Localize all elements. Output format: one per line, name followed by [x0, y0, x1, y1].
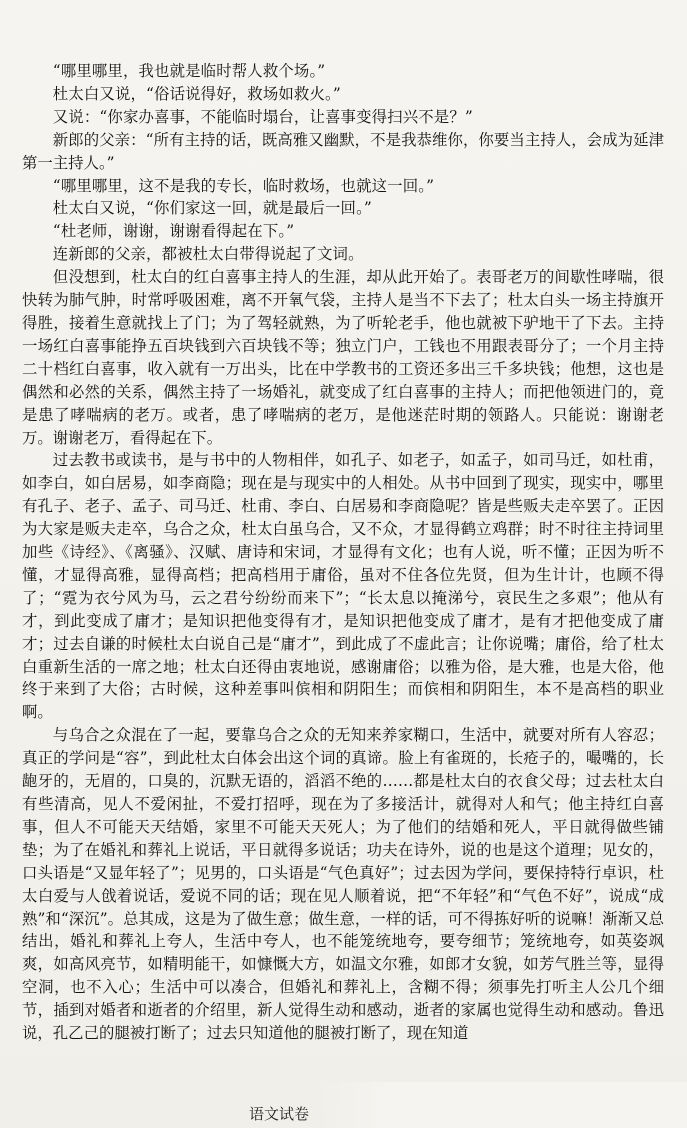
page-footer-label: 语文试卷	[249, 1105, 310, 1123]
paragraph: 但没想到，杜太白的红白喜事主持人的生涯，却从此开始了。表哥老万的间歇性哮喘，很快转为肺气肿，时常呼吸困难，离不开氧气袋，主持人是当不下去了；杜太白头一场主持旗开得胜，接着生意就找上了门；为了驾轻就熟，为了听轮老手，他也就被下驴地干了下去。主持一场红白喜事能挣五百块钱到六百块钱不等；独立门户，工钱也不用跟表哥分了；一个月主持二十档红白喜事，收入就有一万出头，比在中学教书的工资还多出三千多块钱；他想，这也是偶然和必然的关系，偶然主持了一场婚礼，就变成了红白喜事的主持人；而把他领进门的，竟是患了哮喘病的老万。或者，患了哮喘病的老万，是他迷茫时期的领路人。只能说：谢谢老万。谢谢老万，看得起在下。	[22, 268, 664, 447]
paragraph: 又说：“你家办喜事，不能临时塌台，让喜事变得扫兴不是？”	[52, 107, 473, 126]
paragraph: 新郎的父亲：“所有主持的话，既高雅又幽默，不是我恭维你，你要当主持人，会成为延津第一主持人。”	[22, 130, 664, 172]
paragraph: 杜太白又说，“俗话说得好，救场如救火。”	[52, 84, 341, 103]
paragraph: “杜老师，谢谢，谢谢看得起在下。”	[52, 222, 295, 241]
paragraph: 与乌合之众混在了一起，要靠乌合之众的无知来养家糊口，生活中，就要对所有人容忍；真正的学问是“容”，到此杜太白体会出这个词的真谛。脸上有雀斑的，长疮子的，嘬嘴的，长龅牙的，无眉的，口臭的，沉默无语的，滔滔不绝的……都是杜太白的衣食父母；过去杜太白有些清高，见人不爱闲扯，不爱打招呼，现在为了多接活计，就得对人和气；他主持红白喜事，但人不可能天天结婚，家里不可能天天死人；为了他们的结婚和死人，平日就得做些铺垫；为了在婚礼和葬礼上说话，平日就得多说话；功夫在诗外，说的也是这个道理；见女的，口头语是“又显年轻了”；见男的，口头语是“气色真好”；过去因为学问，要保持特行卓识，杜太白爱与人戗着说话，爱说不同的话；现在见人顺着说，把“不年轻”和“气色不好”，说成“成熟”和“深沉”。总其成，这是为了做生意；做生意，一样的话，可不得拣好听的说嘛！渐渐又总结出，婚礼和葬礼上夸人，生活中夸人，也不能笼统地夸，要夸细节；笼统地夸，如英姿飒爽，如高风亮节，如精明能干，如慷慨大方，如温文尔雅，如郎才女貌，如芳气胜兰等，显得空洞，也不入心；生活中可以凑合，但婚礼和葬礼上，含糊不得；须事先打听主人公几个细节，插到对婚者和逝者的介绍里，新人觉得生动和感动，逝者的家属也觉得生动和感动。鲁迅说，孔乙己的腿被打断了；过去只知道他的腿被打断了，现在知道	[22, 726, 664, 1043]
paragraph: “哪里哪里，我也就是临时帮人救个场。”	[52, 62, 326, 80]
paragraph: 过去教书或读书，是与书中的人物相伴，如孔子、如老子，如孟子，如司马迁，如杜甫，如李白，如白居易，如李商隐；现在是与现实中的人相处。从书中回到了现实，现实中，哪里有孔子、老子、孟子、司马迁、杜甫、李白、白居易和李商隐呢？皆是些贩夫走卒罢了。正因为大家是贩夫走卒，乌合之众，杜太白虽乌合，又不众，才显得鹤立鸡群；时不时往主持词里加些《诗经》、《离骚》、汉赋、唐诗和宋词，才显得有文化；也有人说，听不懂；正因为听不懂，才显得高雅，显得高档；把高档用于庸俗，虽对不住各位先贤，但为生计计，也顾不得了；“霓为衣兮风为马，云之君兮纷纷而来下”；“长太息以掩涕兮，哀民生之多艰”；他从有才，到此变成了庸才；是知识把他变得有才，是知识把他变成了庸才，是有才把他变成了庸才；过去自谦的时候杜太白说自己是“庸才”，到此成了不虚此言；让你说嘴；庸俗，给了杜太白重新生活的一席之地；杜太白还得由衷地说，感谢庸俗；以雅为俗，是大雅，也是大俗，他终于来到了大俗；古时候，这种差事叫傧相和阴阳生；而傧相和阴阳生，本不是高档的职业啊。	[22, 451, 664, 722]
paragraph: “哪里哪里，这不是我的专长，临时救场，也就这一回。”	[52, 176, 435, 195]
paragraph: 杜太白又说，“你们家这一回，就是最后一回。”	[52, 199, 372, 218]
paragraph: 连新郎的父亲，都被杜太白带得说起了文词。	[52, 245, 364, 264]
article-body	[22, 60, 664, 1045]
